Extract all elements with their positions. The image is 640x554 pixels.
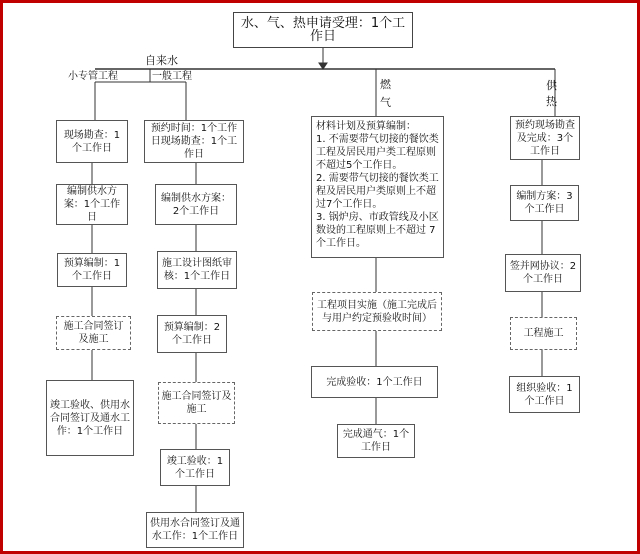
general-step-6: 竣工验收：1个工作日 bbox=[160, 449, 230, 486]
general-step-5: 施工合同签订及施工 bbox=[158, 382, 235, 424]
label-gas: 燃 气 bbox=[380, 78, 391, 109]
general-step-7: 供用水合同签订及通水工作：1个工作日 bbox=[146, 512, 244, 548]
gas-step-2: 工程项目实施（施工完成后与用户约定预验收时间） bbox=[312, 292, 442, 331]
label-water: 自来水 bbox=[145, 54, 178, 67]
heat-step-2: 编制方案：3个工作日 bbox=[510, 185, 579, 221]
label-water-small: 小专管工程 bbox=[68, 71, 118, 82]
heat-step-4: 工程施工 bbox=[510, 317, 577, 350]
general-step-4: 预算编制：2个工作日 bbox=[157, 315, 227, 353]
small-step-3: 预算编制：1个工作日 bbox=[57, 253, 127, 287]
label-water-general: 一般工程 bbox=[152, 71, 192, 82]
general-step-1: 预约时间：1个工作日现场勘查：1个工作日 bbox=[144, 120, 244, 163]
heat-step-5: 组织验收：1个工作日 bbox=[509, 376, 580, 413]
gas-step-4: 完成通气：1个工作日 bbox=[337, 424, 415, 458]
small-step-4: 施工合同签订及施工 bbox=[56, 316, 131, 350]
general-step-2: 编制供水方案：2个工作日 bbox=[155, 184, 237, 225]
small-step-1: 现场勘查：1个工作日 bbox=[56, 120, 128, 163]
title-box: 水、气、热申请受理：1个工作日 bbox=[233, 12, 413, 48]
heat-step-3: 签并网协议：2个工作日 bbox=[505, 254, 581, 292]
label-heat: 供 热 bbox=[546, 79, 557, 108]
general-step-3: 施工设计图纸审核：1个工作日 bbox=[157, 251, 237, 289]
gas-step-3: 完成验收：1个工作日 bbox=[311, 366, 438, 398]
gas-step-1: 材料计划及预算编制： 1. 不需要带气切接的餐饮类工程及居民用户类工程原则不超过5个工作日。 2. 需要带气切接的餐饮类工程及居民用户类原则上不超过7个工作日。 3. 锅炉房、市政管线及小区数设的工程原则上不超过 7 个工作日。 bbox=[311, 116, 444, 258]
small-step-2: 编制供水方案：1个工作日 bbox=[56, 184, 128, 225]
heat-step-1: 预约现场勘查及完成：3个工作日 bbox=[510, 116, 580, 160]
small-step-5: 竣工验收、供用水合同签订及通水工作：1个工作日 bbox=[46, 380, 134, 456]
